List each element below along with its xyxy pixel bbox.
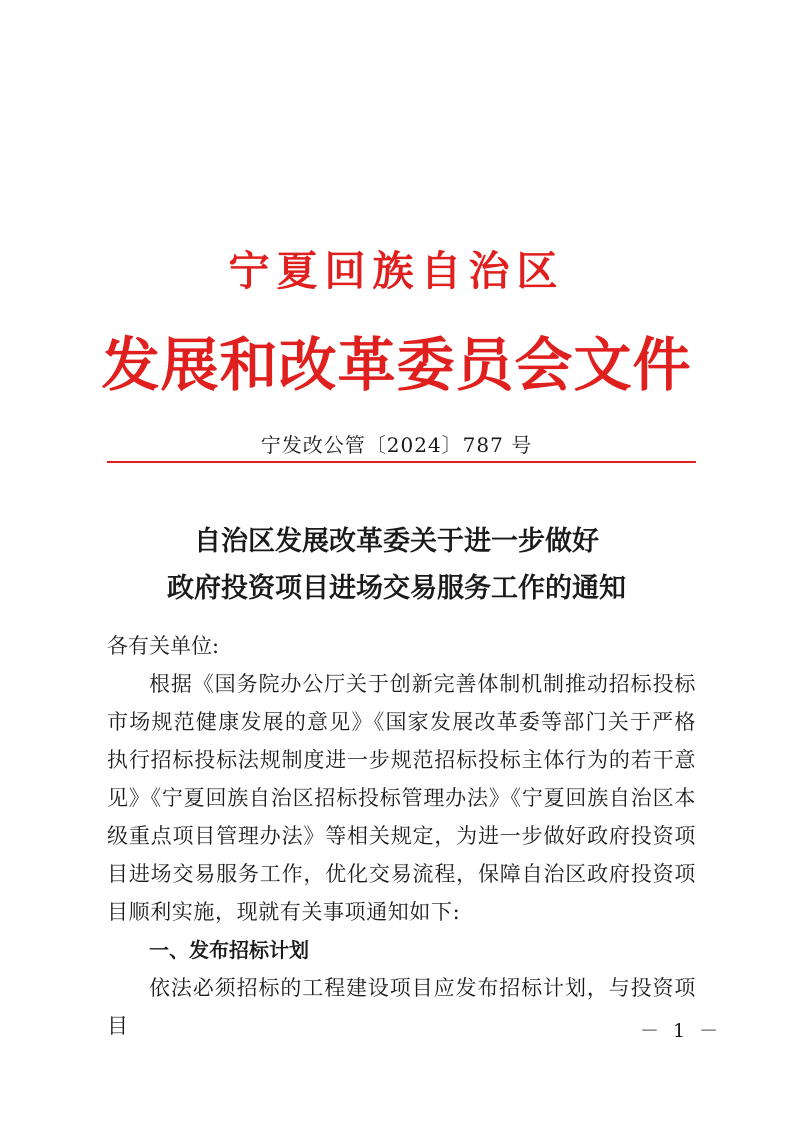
paragraph-2: 依法必须招标的工程建设项目应发布招标计划，与投资项目 <box>107 976 696 1038</box>
red-divider-line <box>107 461 696 463</box>
paragraph-1: 根据《国务院办公厅关于创新完善体制机制推动招标投标市场规范健康发展的意见》《国家发展改革委等部门关于严格执行招标投标法规制度进一步规范招标投标主体行为的若干意见》《宁夏回族自治区招标投标管理办法》《宁夏回族自治区本级重点项目管理办法》等相关规定，为进一步做好政府投资项目进场交易服务工作，优化交易流程，保障自治区政府投资项目顺利实施，现就有关事项通知如下: <box>107 672 696 924</box>
title-line-1: 自治区发展改革委关于进一步做好 <box>194 526 599 557</box>
section-heading-1: 一、发布招标计划 <box>149 938 309 962</box>
page-number: － 1 － <box>640 1020 723 1042</box>
document-title <box>0 518 793 612</box>
issuer-region: 宁夏回族自治区 <box>228 247 565 295</box>
salutation: 各有关单位: <box>107 634 220 658</box>
issuer-document-header: 发展和改革委员会文件 <box>101 331 692 399</box>
document-body <box>107 627 696 1045</box>
title-line-2: 政府投资项目进场交易服务工作的通知 <box>167 573 626 604</box>
document-number: 宁发改公管〔2024〕787 号 <box>260 433 533 457</box>
